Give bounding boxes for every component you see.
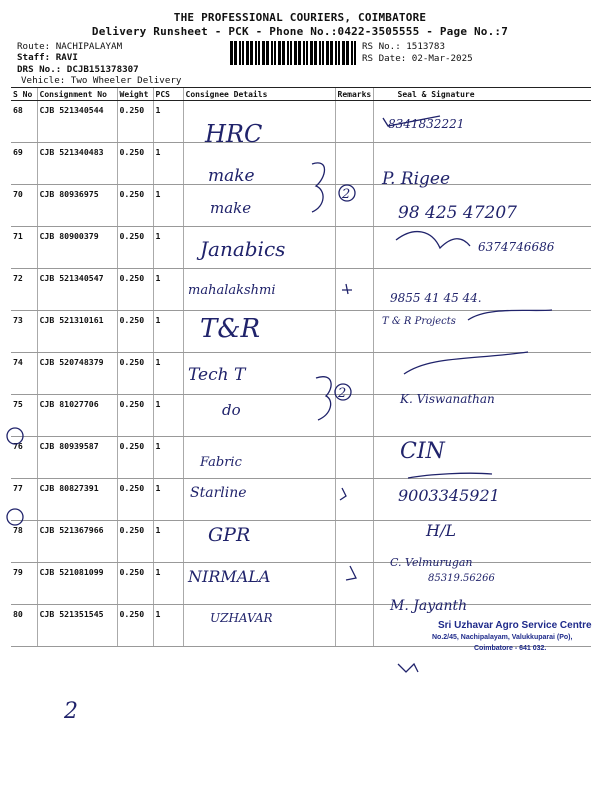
- consignment-cell: CJB 80827391: [37, 479, 117, 521]
- remark-mark-72: [342, 284, 352, 294]
- weight-cell: 0.250: [117, 605, 153, 647]
- sno-cell: 75: [11, 395, 37, 437]
- handwritten-consignee-76: Fabric: [200, 455, 242, 470]
- pcs-cell: 1: [153, 143, 183, 185]
- sno-cell: 78: [11, 521, 37, 563]
- weight-cell: 0.250: [117, 185, 153, 227]
- bracket-mark-69-70: [312, 163, 325, 212]
- weight-cell: 0.250: [117, 227, 153, 269]
- handwritten-signature-79: C. Velmurugan: [390, 556, 473, 569]
- signature-stroke: [408, 473, 492, 478]
- weight-cell: 0.250: [117, 395, 153, 437]
- weight-cell: 0.250: [117, 101, 153, 143]
- consignment-cell: CJB 521340547: [37, 269, 117, 311]
- weight-cell: 0.250: [117, 311, 153, 353]
- pcs-cell: 1: [153, 479, 183, 521]
- sno-cell: 76: [11, 437, 37, 479]
- handwritten-signature-68: 8341832221: [388, 117, 465, 131]
- pcs-cell: 1: [153, 101, 183, 143]
- handwritten-consignee-68: HRC: [205, 120, 263, 148]
- weight-cell: 0.250: [117, 521, 153, 563]
- col-header-sno: S No: [11, 88, 37, 101]
- sno-cell: 74: [11, 353, 37, 395]
- pcs-cell: 1: [153, 563, 183, 605]
- rs-date: RS Date: 02-Mar-2025: [362, 53, 473, 64]
- consignment-cell: CJB 521340544: [37, 101, 117, 143]
- col-header-signature: Seal & Signature: [373, 88, 591, 101]
- consignment-cell: CJB 521081099: [37, 563, 117, 605]
- col-header-consignment: Consignment No: [37, 88, 117, 101]
- col-header-consignee: Consignee Details: [183, 88, 335, 101]
- pcs-cell: 1: [153, 185, 183, 227]
- remark-mark-79: [346, 566, 356, 580]
- stamp-line-1: Sri Uzhavar Agro Service Centre: [438, 620, 592, 631]
- handwritten-consignee-70: make: [210, 199, 252, 217]
- stamp-line-3: Coimbatore - 641 032.: [474, 645, 547, 652]
- handwritten-consignee-73: T&R: [200, 314, 261, 344]
- pcs-cell: 1: [153, 437, 183, 479]
- consignment-cell: CJB 80936975: [37, 185, 117, 227]
- signature-stroke: [396, 232, 470, 248]
- col-header-weight: Weight: [117, 88, 153, 101]
- handwritten-consignee-80: UZHAVAR: [210, 611, 273, 625]
- bracket-mark-74-75: [316, 377, 331, 420]
- drs-number: DRS No.: DCJB151378307: [17, 64, 139, 75]
- runsheet-subtitle: Delivery Runsheet - PCK - Phone No.:0422-3505555 - Page No.:7: [91, 25, 509, 38]
- handwritten-signature-70: 98 425 47207: [398, 203, 517, 223]
- sno-cell: 73: [11, 311, 37, 353]
- sno-cell: 79: [11, 563, 37, 605]
- handwritten-signature-74: K. Viswanathan: [400, 392, 495, 406]
- weight-cell: 0.250: [117, 563, 153, 605]
- pcs-cell: 1: [153, 227, 183, 269]
- route-label: Route: NACHIPALAYAM: [17, 41, 123, 52]
- sno-cell: 72: [11, 269, 37, 311]
- stamp-line-2: No.2/45, Nachipalayam, Valukkuparai (Po),: [432, 634, 573, 641]
- handwritten-signature-76: CIN: [400, 439, 445, 464]
- pcs-cell: 1: [153, 521, 183, 563]
- consignment-cell: CJB 520748379: [37, 353, 117, 395]
- company-title: THE PROFESSIONAL COURIERS, COIMBATORE: [173, 11, 427, 24]
- handwritten-consignee-72: mahalakshmi: [188, 283, 276, 298]
- signature-stroke: [398, 664, 418, 672]
- sno-circle-78: [7, 509, 23, 525]
- vehicle-label: Vehicle: Two Wheeler Delivery: [21, 75, 182, 86]
- bottom-left-mark: 2: [64, 699, 78, 724]
- pcs-cell: 1: [153, 269, 183, 311]
- signature-stroke: [404, 352, 528, 374]
- sno-cell: 77: [11, 479, 37, 521]
- handwritten-signature-78: H/L: [426, 521, 456, 540]
- remark-mark-77: [340, 488, 346, 500]
- signature-stroke: [468, 310, 552, 320]
- handwritten-signature-72: 9855 41 45 44.: [390, 291, 482, 305]
- weight-cell: 0.250: [117, 437, 153, 479]
- handwritten-signature-69: P. Rigee: [382, 169, 451, 189]
- rs-number: RS No.: 1513783: [362, 41, 445, 52]
- weight-cell: 0.250: [117, 269, 153, 311]
- consignment-cell: CJB 81027706: [37, 395, 117, 437]
- circled-remark-75: 2: [338, 386, 347, 401]
- circled-remark-70: 2: [342, 187, 351, 202]
- handwritten-consignee-74: Tech T: [188, 365, 246, 385]
- handwritten-consignee-69: make: [208, 166, 255, 186]
- pcs-cell: 1: [153, 353, 183, 395]
- handwritten-signature-71: 6374746686: [478, 240, 555, 254]
- sno-cell: 71: [11, 227, 37, 269]
- weight-cell: 0.250: [117, 479, 153, 521]
- sno-cell: 70: [11, 185, 37, 227]
- handwritten-signature-73: T & R Projects: [382, 316, 456, 327]
- handwritten-signature-80: M. Jayanth: [390, 598, 468, 614]
- staff-label: Staff: RAVI: [17, 52, 78, 63]
- handwritten-consignee-75: do: [222, 401, 241, 419]
- sno-cell: 68: [11, 101, 37, 143]
- consignment-cell: CJB 80939587: [37, 437, 117, 479]
- pcs-cell: 1: [153, 311, 183, 353]
- weight-cell: 0.250: [117, 353, 153, 395]
- handwritten-consignee-71: Janabics: [200, 237, 286, 261]
- handwritten-phone-79: 85319.56266: [428, 573, 495, 584]
- pcs-cell: 1: [153, 395, 183, 437]
- pcs-cell: 1: [153, 605, 183, 647]
- handwritten-consignee-79: NIRMALA: [188, 567, 271, 586]
- agro-centre-stamp: [432, 620, 592, 652]
- sno-cell: 80: [11, 605, 37, 647]
- consignment-cell: CJB 521340483: [37, 143, 117, 185]
- consignment-cell: CJB 521367966: [37, 521, 117, 563]
- handwritten-consignee-78: GPR: [208, 524, 251, 546]
- consignment-cell: CJB 521351545: [37, 605, 117, 647]
- handwritten-signature-77: 9003345921: [398, 486, 500, 505]
- consignment-cell: CJB 80900379: [37, 227, 117, 269]
- weight-cell: 0.250: [117, 143, 153, 185]
- sno-cell: 69: [11, 143, 37, 185]
- handwritten-consignee-77: Starline: [190, 485, 247, 501]
- consignment-cell: CJB 521310161: [37, 311, 117, 353]
- col-header-pcs: PCS: [153, 88, 183, 101]
- col-header-remarks: Remarks: [335, 88, 373, 101]
- sno-circle-76: [7, 428, 23, 444]
